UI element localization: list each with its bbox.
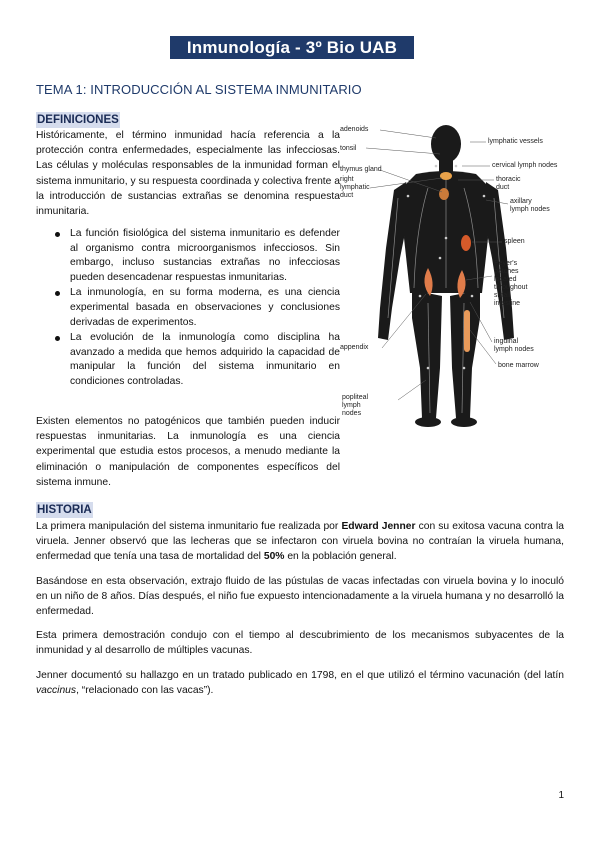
- label-axillary: axillary: [510, 198, 532, 205]
- historia-paragraph-3: Esta primera demostración condujo con el tiempo al descubrimiento de los mecanismos subyacentes de la inmunidad y al desarrollo de múltiples vacunas.: [36, 630, 564, 657]
- definiciones-intro: Históricamente, el término inmunidad hacía referencia a la protección contra enfermedades, especialmente las infecciosas. Las células y moléculas responsables de la inmunidad forman el sistema inmunitario, y su respuesta coordinada y colectiva frente a la introducción de sustancias extrañas se denomina respuesta inmunitaria.: [36, 130, 340, 218]
- list-item: La evolución de la inmunología como disciplina ha avanzado a medida que hemos adquirido la capacidad de manipular la función del sistema inmunitario en condiciones controladas.: [36, 331, 340, 389]
- label-bone-marrow: bone marrow: [498, 362, 539, 369]
- label-thoracic: thoracic: [496, 176, 521, 183]
- label-appendix: appendix: [340, 344, 369, 351]
- label-tonsil: tonsil: [340, 145, 357, 152]
- latin-term: vaccinus: [36, 685, 77, 697]
- chapter-title: TEMA 1: INTRODUCCIÓN AL SISTEMA INMUNITARIO: [36, 82, 362, 97]
- label-lymphatic: lymphatic: [340, 184, 370, 191]
- label-adenoids: adenoids: [340, 126, 369, 133]
- bullet-icon: [55, 336, 60, 341]
- label-right: right: [340, 176, 354, 183]
- label-thoracic-duct: duct: [496, 184, 510, 191]
- label-peyers-located: located: [494, 276, 517, 283]
- label-cervical-nodes: cervical lymph nodes: [492, 162, 558, 169]
- historia-paragraph-2: Basándose en esta observación, extrajo fluido de las pústulas de vacas infectadas con viruela bovina y lo inoculó en un niño de 8 años. Días después, el niño fue expuesto intencionadamente a la viruela humana y no desarrolló la enfermedad.: [36, 576, 564, 618]
- label-peyers-intestine: intestine: [494, 300, 521, 307]
- label-inguinal: inguinal: [494, 338, 519, 345]
- document-header: Inmunología - 3º Bio UAB: [170, 36, 414, 59]
- mortality-rate: 50%: [263, 551, 285, 563]
- label-popliteal-nodes: nodes: [342, 410, 362, 417]
- bullet-icon: [55, 291, 60, 296]
- page-number: 1: [558, 790, 564, 801]
- label-spleen: spleen: [504, 238, 525, 245]
- label-duct: duct: [340, 192, 354, 199]
- label-peyers-patches: patches: [494, 268, 519, 275]
- list-item: La función fisiológica del sistema inmunitario es defender al organismo contra microorganismos infecciosos. Sin embargo, incluso sustancias extrañas no infecciosas pueden desencadenar respuestas inmunitarias.: [36, 227, 340, 285]
- section-heading-historia: HISTORIA: [37, 504, 92, 516]
- label-popliteal: popliteal: [342, 394, 369, 401]
- lymphatic-system-figure: [336, 118, 572, 438]
- label-peyers: Peyer's: [494, 260, 518, 267]
- historia-paragraph-4: Jenner documentó su hallazgo en un tratado publicado en 1798, en el que utilizó el término vacunación (del latín vaccinus, “relacionado con las vacas”).: [36, 670, 564, 697]
- bullet-icon: [55, 232, 60, 237]
- label-inguinal-nodes: lymph nodes: [494, 346, 534, 353]
- section-heading-definiciones: DEFINICIONES: [37, 114, 119, 126]
- label-peyers-small: small: [494, 292, 511, 299]
- label-axillary-nodes: lymph nodes: [510, 206, 550, 213]
- list-item: La inmunología, en su forma moderna, es una ciencia experimental basada en observaciones y conclusiones derivadas de experimentos.: [36, 286, 340, 330]
- historia-paragraph-1: La primera manipulación del sistema inmunitario fue realizada por Edward Jenner con su exitosa vacuna contra la viruela. Jenner observó que las lecheras que se infectaron con viruela bovina no contraían la viruela humana, enfermedad que tenía una tasa de mortalidad del 50% en la población general.: [36, 521, 564, 563]
- definiciones-bullet-list: [36, 227, 340, 391]
- label-thymus: thymus gland: [340, 166, 382, 173]
- person-name: Edward Jenner: [341, 521, 416, 532]
- label-peyers-throughout: throughout: [494, 284, 528, 291]
- label-popliteal-lymph: lymph: [342, 402, 361, 409]
- label-lymphatic-vessels: lymphatic vessels: [488, 138, 543, 145]
- definiciones-closing: Existen elementos no patogénicos que también pueden inducir respuestas inmunitarias. La inmunología es una ciencia experimental que estudia estos procesos, a menudo mediante la eliminación o manipulación de componentes específicos del sistema inmune.: [36, 416, 340, 488]
